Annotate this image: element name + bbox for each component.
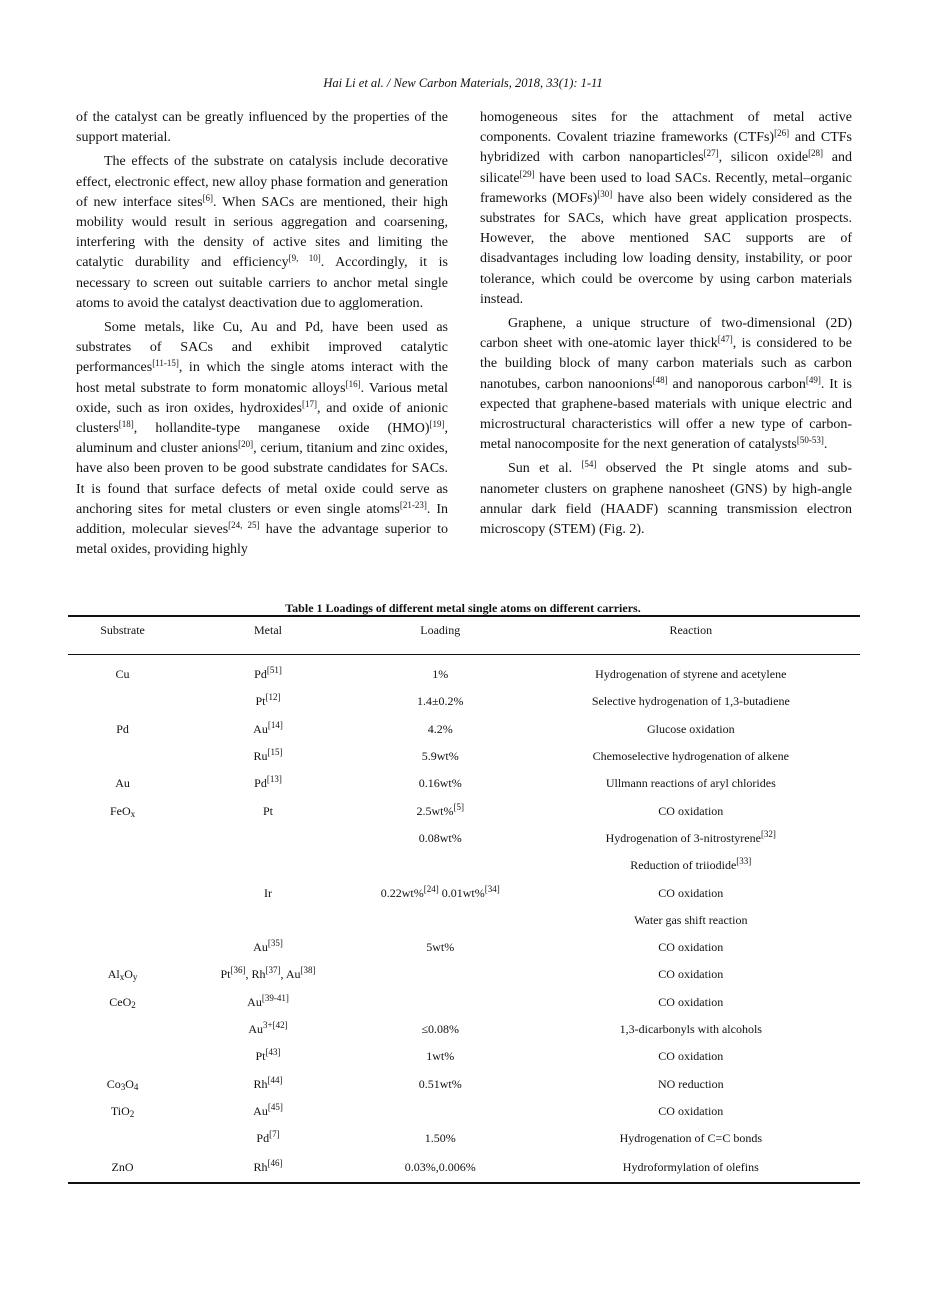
table-row <box>68 934 860 961</box>
citation-ref: [18] <box>118 419 134 430</box>
text-run: Reduction of triiodide <box>630 858 737 873</box>
cell-substrate <box>68 1016 177 1043</box>
loadings-table <box>68 615 860 1184</box>
cell-loading <box>359 797 522 824</box>
citation-ref: [45] <box>267 1101 283 1112</box>
cell-loading <box>359 989 522 1016</box>
table-row <box>68 852 860 879</box>
cell-reaction <box>522 1043 860 1070</box>
cell-reaction <box>522 879 860 906</box>
cell-reaction <box>522 716 860 743</box>
citation-ref: [48] <box>652 374 668 385</box>
citation-ref: [11-15] <box>152 358 179 369</box>
cell-loading <box>359 961 522 988</box>
header-reaction: Reaction <box>522 616 860 655</box>
text-run: have also been widely considered as the substrates for SACs, which have great application prospects. However, the above mentioned SAC supports are of disadvantages including low loading density, instability, or poor tolerance, which could be overcome by using carbon materials instead. <box>480 190 852 307</box>
table-row <box>68 797 860 824</box>
text-run: Hydrogenation of C=C bonds <box>619 1131 763 1146</box>
cell-reaction <box>522 961 860 988</box>
citation-ref: [12] <box>265 692 281 703</box>
cell-substrate <box>68 797 177 824</box>
cell-reaction <box>522 770 860 797</box>
cell-metal <box>177 688 359 715</box>
paragraph <box>76 152 448 314</box>
text-run: NO reduction <box>657 1076 724 1091</box>
cell-substrate <box>68 1098 177 1125</box>
header-loading: Loading <box>359 616 522 655</box>
subscript: 3 <box>120 1081 126 1092</box>
cell-substrate <box>68 743 177 770</box>
text-run: Ir <box>264 885 272 900</box>
text-run: The effects of the substrate on catalysis include decorative effect, electronic effect, new alloy phase formation and generation of new interface sites <box>76 154 448 210</box>
table-row <box>68 1152 860 1183</box>
cell-reaction <box>522 1152 860 1183</box>
citation-ref: [39-41] <box>261 992 289 1003</box>
cell-loading <box>359 688 522 715</box>
text-run: Water gas shift reaction <box>634 912 748 927</box>
text-run: CO oxidation <box>658 967 724 982</box>
citation-ref: [47] <box>717 334 733 345</box>
cell-substrate <box>68 688 177 715</box>
cell-substrate <box>68 961 177 988</box>
right-text-column <box>480 108 852 544</box>
cell-loading <box>359 716 522 743</box>
cell-substrate <box>68 825 177 852</box>
citation-ref: [46] <box>267 1157 283 1168</box>
citation-ref: [34] <box>484 883 500 894</box>
cell-reaction <box>522 1016 860 1043</box>
text-run: . Various metal oxide, such as iron oxides, hydroxides <box>76 380 448 416</box>
table-row <box>68 825 860 852</box>
text-run: observed the Pt single atoms and sub-nanometer clusters on graphene nanosheet (GNS) by high-angle annular dark field (HAADF) scanning transmission electron microscopy (STEM) (Fig. 2). <box>480 461 852 538</box>
text-run: Sun et al. <box>508 461 582 477</box>
cell-metal <box>177 716 359 743</box>
cell-loading <box>359 770 522 797</box>
text-run: , hollandite-type manganese oxide (HMO) <box>133 421 430 437</box>
text-run: 0.16wt% <box>418 776 462 791</box>
cell-loading <box>359 1016 522 1043</box>
cell-metal <box>177 852 359 879</box>
text-run: 1,3-dicarbonyls with alcohols <box>619 1022 762 1036</box>
text-run: , and oxide of anionic clusters <box>76 400 449 437</box>
cell-substrate <box>68 770 177 797</box>
citation-ref: [44] <box>267 1074 283 1085</box>
text-run: CO oxidation <box>658 803 724 818</box>
text-run: Au <box>253 721 268 736</box>
table-row <box>68 716 860 743</box>
cell-metal <box>177 1152 359 1183</box>
text-run: Al <box>107 967 120 982</box>
citation-ref: [50-53] <box>796 435 824 446</box>
table-row <box>68 743 860 770</box>
cell-metal <box>177 879 359 906</box>
cell-metal <box>177 743 359 770</box>
cell-metal <box>177 1070 359 1097</box>
citation-ref: [20] <box>238 439 254 450</box>
text-run: Pt <box>255 694 266 709</box>
table-row <box>68 1043 860 1070</box>
text-run: Pt <box>255 1049 266 1064</box>
cell-substrate <box>68 852 177 879</box>
subscript: y <box>132 972 138 983</box>
cell-substrate <box>68 934 177 961</box>
text-run: O <box>125 1076 134 1091</box>
citation-ref: [7] <box>269 1129 280 1140</box>
table-row <box>68 770 860 797</box>
text-run: Pt <box>220 967 231 982</box>
citation-ref: [28] <box>808 148 824 159</box>
citation-ref: [9, 10] <box>288 253 321 264</box>
citation-ref: [16] <box>345 378 361 389</box>
citation-ref: [30] <box>597 188 613 199</box>
cell-loading <box>359 1070 522 1097</box>
text-run: ZnO <box>111 1159 134 1174</box>
citation-ref: [24] <box>423 883 439 894</box>
text-run: CO oxidation <box>658 994 724 1009</box>
text-run: O <box>124 967 133 982</box>
paragraph <box>480 108 852 310</box>
paragraph <box>76 108 448 148</box>
text-run: Rh <box>253 1159 268 1174</box>
cell-loading <box>359 1125 522 1152</box>
text-run: 1% <box>432 667 449 682</box>
cell-metal <box>177 770 359 797</box>
text-run: Co <box>106 1076 121 1091</box>
citation-ref: [54] <box>581 459 597 470</box>
cell-substrate <box>68 1070 177 1097</box>
table-row <box>68 1125 860 1152</box>
text-run: have the advantage superior to metal oxides, providing highly <box>76 522 448 558</box>
table-row <box>68 907 860 934</box>
paragraph <box>480 314 852 455</box>
cell-loading <box>359 743 522 770</box>
cell-substrate <box>68 907 177 934</box>
text-run: Rh <box>253 1076 268 1091</box>
citation-ref: 3+[42] <box>263 1020 288 1030</box>
cell-metal <box>177 1043 359 1070</box>
table-row <box>68 989 860 1016</box>
citation-ref: [6] <box>202 192 214 203</box>
text-run: , aluminum and cluster anions <box>76 421 448 457</box>
cell-metal <box>177 1016 359 1043</box>
citation-ref: [38] <box>300 965 316 976</box>
cell-reaction <box>522 688 860 715</box>
cell-substrate <box>68 1043 177 1070</box>
citation-ref: [51] <box>266 665 282 676</box>
text-run: 1.50% <box>424 1131 456 1146</box>
header-metal: Metal <box>177 616 359 655</box>
citation-ref: [24, 25] <box>228 520 260 531</box>
cell-substrate <box>68 989 177 1016</box>
cell-substrate <box>68 879 177 906</box>
text-run: Pd <box>116 721 129 736</box>
text-run: 0.01wt% <box>438 885 485 900</box>
table-body <box>68 655 860 1184</box>
subscript: x <box>130 808 136 819</box>
citation-ref: [32] <box>760 828 776 839</box>
cell-metal <box>177 661 359 688</box>
subscript: x <box>119 972 125 983</box>
cell-substrate <box>68 1125 177 1152</box>
table-caption: Table 1 Loadings of different metal single atoms on different carriers. <box>285 601 641 615</box>
paragraph <box>76 318 448 560</box>
text-run: Graphene, a unique structure of two-dimensional (2D) carbon sheet with one-atomic layer thick <box>480 316 852 352</box>
text-run: , in which the single atoms interact with the host metal substrate to form monatomic alloys <box>76 360 448 396</box>
table-header-row <box>68 616 860 655</box>
text-run: Au <box>253 1103 268 1118</box>
text-run: Glucose oxidation <box>646 721 735 736</box>
text-run: Cu <box>115 667 130 682</box>
text-run: , Rh <box>245 967 266 982</box>
text-run: CO oxidation <box>658 885 724 900</box>
cell-metal <box>177 907 359 934</box>
text-run: 2.5wt% <box>416 803 454 818</box>
text-run: and CTFs hybridized with carbon nanoparticles <box>480 130 853 166</box>
citation-ref: [19] <box>429 419 445 430</box>
cell-loading <box>359 661 522 688</box>
text-run: Hydrogenation of 3-nitrostyrene <box>605 830 761 845</box>
citation-ref: [14] <box>267 719 283 730</box>
text-run: CeO <box>109 994 132 1009</box>
cell-loading <box>359 1043 522 1070</box>
cell-reaction <box>522 743 860 770</box>
cell-reaction <box>522 1098 860 1125</box>
text-run: Chemoselective hydrogenation of alkene <box>592 749 789 764</box>
citation-ref: [13] <box>266 774 282 785</box>
subscript: 2 <box>129 1108 135 1119</box>
text-run: TiO <box>110 1103 130 1118</box>
text-run: 0.51wt% <box>418 1076 462 1091</box>
citation-ref: [35] <box>267 938 283 949</box>
table-row <box>68 688 860 715</box>
text-run: 1.4±0.2% <box>416 694 464 709</box>
table-row <box>68 961 860 988</box>
text-run: Pd <box>254 667 267 682</box>
cell-reaction <box>522 907 860 934</box>
text-run: , is considered to be the building block of many carbon materials such as carbon nanotubes, carbon nanoonions <box>480 336 852 392</box>
text-run: , silicon oxide <box>718 150 809 166</box>
table-row <box>68 1098 860 1125</box>
citation-ref: [37] <box>265 965 281 976</box>
text-run: . When SACs are mentioned, their high mobility would result in serious aggregation and coarsening, interfering with the density of active sites and limiting the catalytic durability and efficiency <box>76 194 448 271</box>
cell-reaction <box>522 934 860 961</box>
text-run: 4.2% <box>427 721 453 736</box>
text-run: 5wt% <box>426 940 455 955</box>
text-run: FeO <box>109 803 131 818</box>
cell-reaction <box>522 1070 860 1097</box>
cell-metal <box>177 825 359 852</box>
paragraph <box>480 459 852 540</box>
text-run: 1wt% <box>426 1049 455 1064</box>
subscript: 4 <box>133 1081 139 1092</box>
text-run: 0.22wt% <box>380 885 424 900</box>
text-run: and nanoporous carbon <box>667 376 806 392</box>
text-run: Hydrogenation of styrene and acetylene <box>595 667 787 682</box>
text-run: Au <box>247 994 262 1009</box>
cell-loading <box>359 1098 522 1125</box>
table-row <box>68 1070 860 1097</box>
text-run: Ru <box>253 749 268 764</box>
subscript: 2 <box>131 999 136 1010</box>
citation-ref: [21-23] <box>399 499 427 510</box>
text-run: of the catalyst can be greatly influenced by the properties of the support material. <box>76 110 448 146</box>
table-row <box>68 1016 860 1043</box>
text-run: ≤0.08% <box>421 1022 460 1036</box>
text-run: Ullmann reactions of aryl chlorides <box>605 776 776 791</box>
text-run: have been used to load SACs. Recently, metal–organic frameworks (MOFs) <box>480 170 852 206</box>
cell-metal <box>177 934 359 961</box>
cell-loading <box>359 825 522 852</box>
text-run: Pd <box>254 776 267 791</box>
text-run: . <box>823 437 828 453</box>
cell-loading <box>359 934 522 961</box>
cell-metal <box>177 961 359 988</box>
text-run: Pt <box>263 803 274 818</box>
text-run: Selective hydrogenation of 1,3-butadiene <box>591 694 790 709</box>
text-run: Hydroformylation of olefins <box>622 1159 759 1174</box>
text-run: Au <box>253 940 268 955</box>
cell-substrate <box>68 1152 177 1183</box>
citation-ref: [27] <box>703 148 719 159</box>
text-run: . It is expected that graphene-based materials with unique electric and microstructural characteristics will offer a new type of carbon-metal nanocomposite for the next generation of catalysts <box>480 376 852 453</box>
text-run: . In addition, molecular sieves <box>76 501 448 538</box>
text-run: 5.9wt% <box>421 749 459 764</box>
citation-ref: [43] <box>265 1047 281 1058</box>
cell-reaction <box>522 661 860 688</box>
cell-reaction <box>522 825 860 852</box>
text-run: CO oxidation <box>658 1103 724 1118</box>
cell-loading <box>359 852 522 879</box>
cell-reaction <box>522 989 860 1016</box>
cell-metal <box>177 797 359 824</box>
cell-metal <box>177 989 359 1016</box>
table-row <box>68 879 860 906</box>
citation-ref: [29] <box>519 168 535 179</box>
header-substrate: Substrate <box>68 616 177 655</box>
citation-ref: [26] <box>774 128 790 139</box>
left-text-column <box>76 108 448 564</box>
cell-metal <box>177 1098 359 1125</box>
citation-ref: [15] <box>267 747 283 758</box>
text-run: , cerium, titanium and zinc oxides, have also been proven to be good substrate candidates for SACs. It is found that surface defects of metal oxide could serve as anchoring sites for metal clusters or even single atoms <box>76 441 448 517</box>
cell-reaction <box>522 797 860 824</box>
text-run: Au <box>115 776 130 791</box>
citation-ref: [17] <box>301 398 317 409</box>
text-run: Pd <box>256 1131 270 1146</box>
cell-substrate <box>68 661 177 688</box>
citation-ref: [49] <box>805 374 821 385</box>
table-row <box>68 661 860 688</box>
cell-substrate <box>68 716 177 743</box>
cell-loading <box>359 879 522 906</box>
cell-reaction <box>522 1125 860 1152</box>
text-run: 0.03%,0.006% <box>404 1159 476 1174</box>
text-run: and silicate <box>480 150 853 186</box>
cell-metal <box>177 1125 359 1152</box>
text-run: 0.08wt% <box>418 830 462 845</box>
citation-ref: [36] <box>230 965 246 976</box>
text-run: homogeneous sites for the attachment of metal active components. Covalent triazine frameworks (CTFs) <box>480 110 852 146</box>
text-run: CO oxidation <box>658 940 724 955</box>
text-run: Au <box>248 1022 264 1036</box>
text-run: Some metals, like Cu, Au and Pd, have been used as substrates of SACs and exhibit improved catalytic performances <box>76 320 448 376</box>
text-run: CO oxidation <box>658 1049 724 1064</box>
cell-loading <box>359 907 522 934</box>
citation-ref: [33] <box>736 856 752 867</box>
text-run: . Accordingly, it is necessary to screen out suitable carriers to anchor metal single atoms to avoid the catalyst deactivation due to agglomeration. <box>76 255 448 311</box>
cell-loading <box>359 1152 522 1183</box>
cell-reaction <box>522 852 860 879</box>
citation-ref: [5] <box>453 801 464 812</box>
text-run: , Au <box>280 967 301 982</box>
running-header: Hai Li et al. / New Carbon Materials, 2018, 33(1): 1-11 <box>323 76 603 90</box>
